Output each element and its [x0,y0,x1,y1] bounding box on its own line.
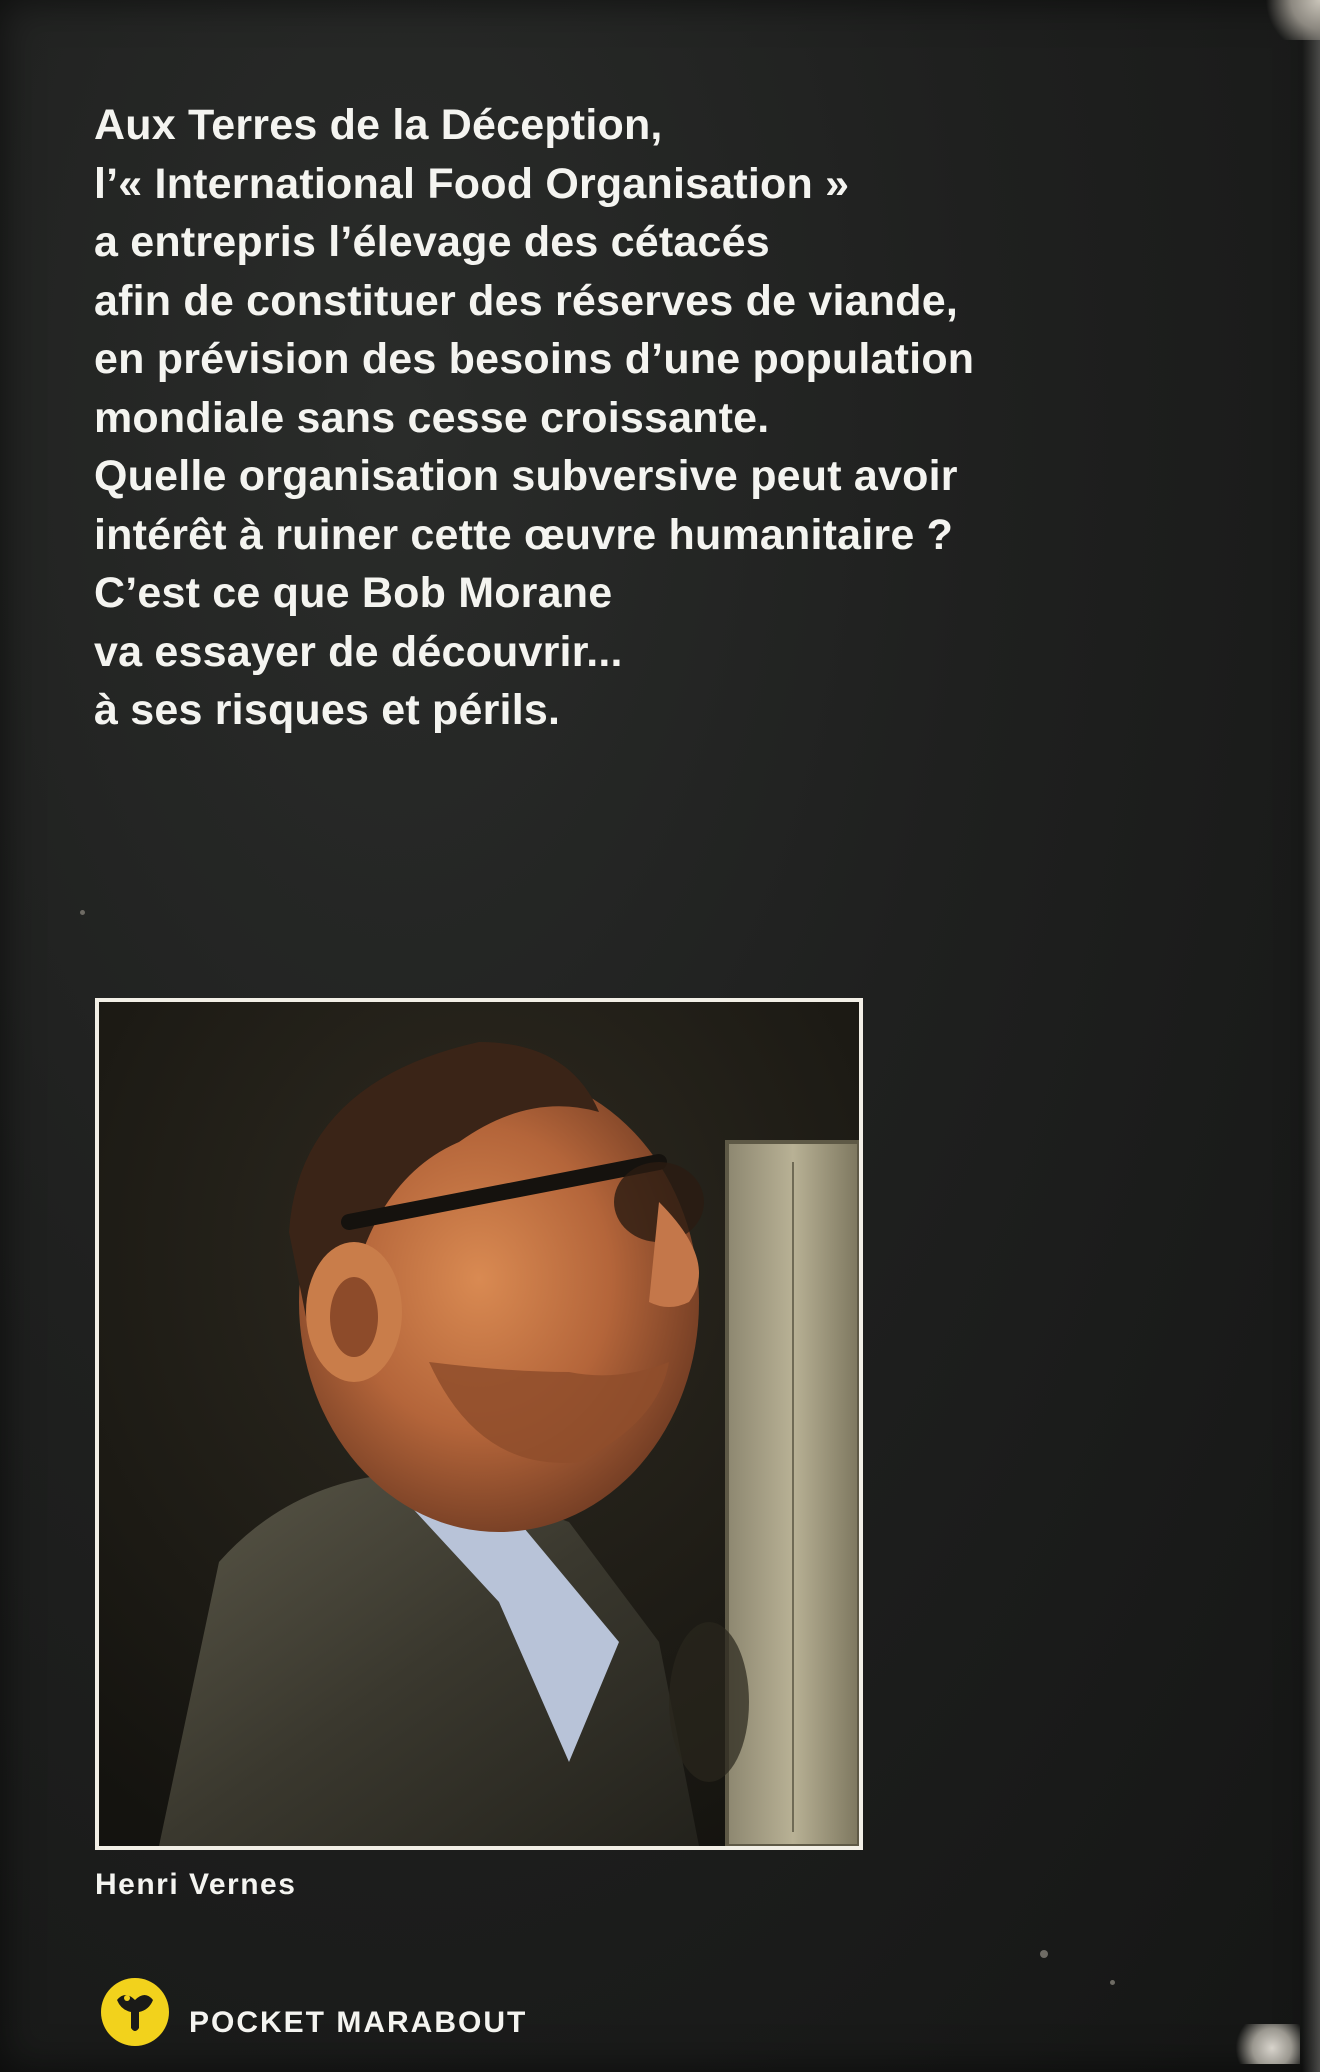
publisher-block [95,1976,527,2048]
worn-corner-bottom [1230,2024,1300,2064]
wear-speck [1110,1980,1115,1985]
marabout-logo-icon [95,1976,175,2048]
blurb-line: en prévision des besoins d’une population [94,335,975,383]
back-cover-blurb [94,96,1254,740]
blurb-line: a entrepris l’élevage des cétacés [94,218,770,266]
author-portrait-illustration [99,1002,859,1846]
wear-speck [1040,1950,1048,1958]
blurb-line: va essayer de découvrir... [94,627,623,676]
blurb-line: Aux Terres de la Déception, [94,101,663,149]
worn-corner-top [1260,0,1320,40]
wear-speck [80,910,85,915]
blurb-line: afin de constituer des réserves de viande, [94,276,958,325]
publisher-name: POCKET MARABOUT [189,2006,528,2039]
blurb-line: à ses risques et périls. [94,686,561,734]
author-photo [95,998,863,1850]
photo-caption: Henri Vernes [95,1868,297,1901]
blurb-line: mondiale sans cesse croissante. [94,393,770,442]
blurb-line: Quelle organisation subversive peut avoir [94,452,958,500]
worn-edge [1302,0,1320,2072]
blurb-line: l’« International Food Organisation » [94,159,850,208]
blurb-line: intérêt à ruiner cette œuvre humanitaire ? [94,510,954,559]
blurb-line: C’est ce que Bob Morane [94,569,613,617]
